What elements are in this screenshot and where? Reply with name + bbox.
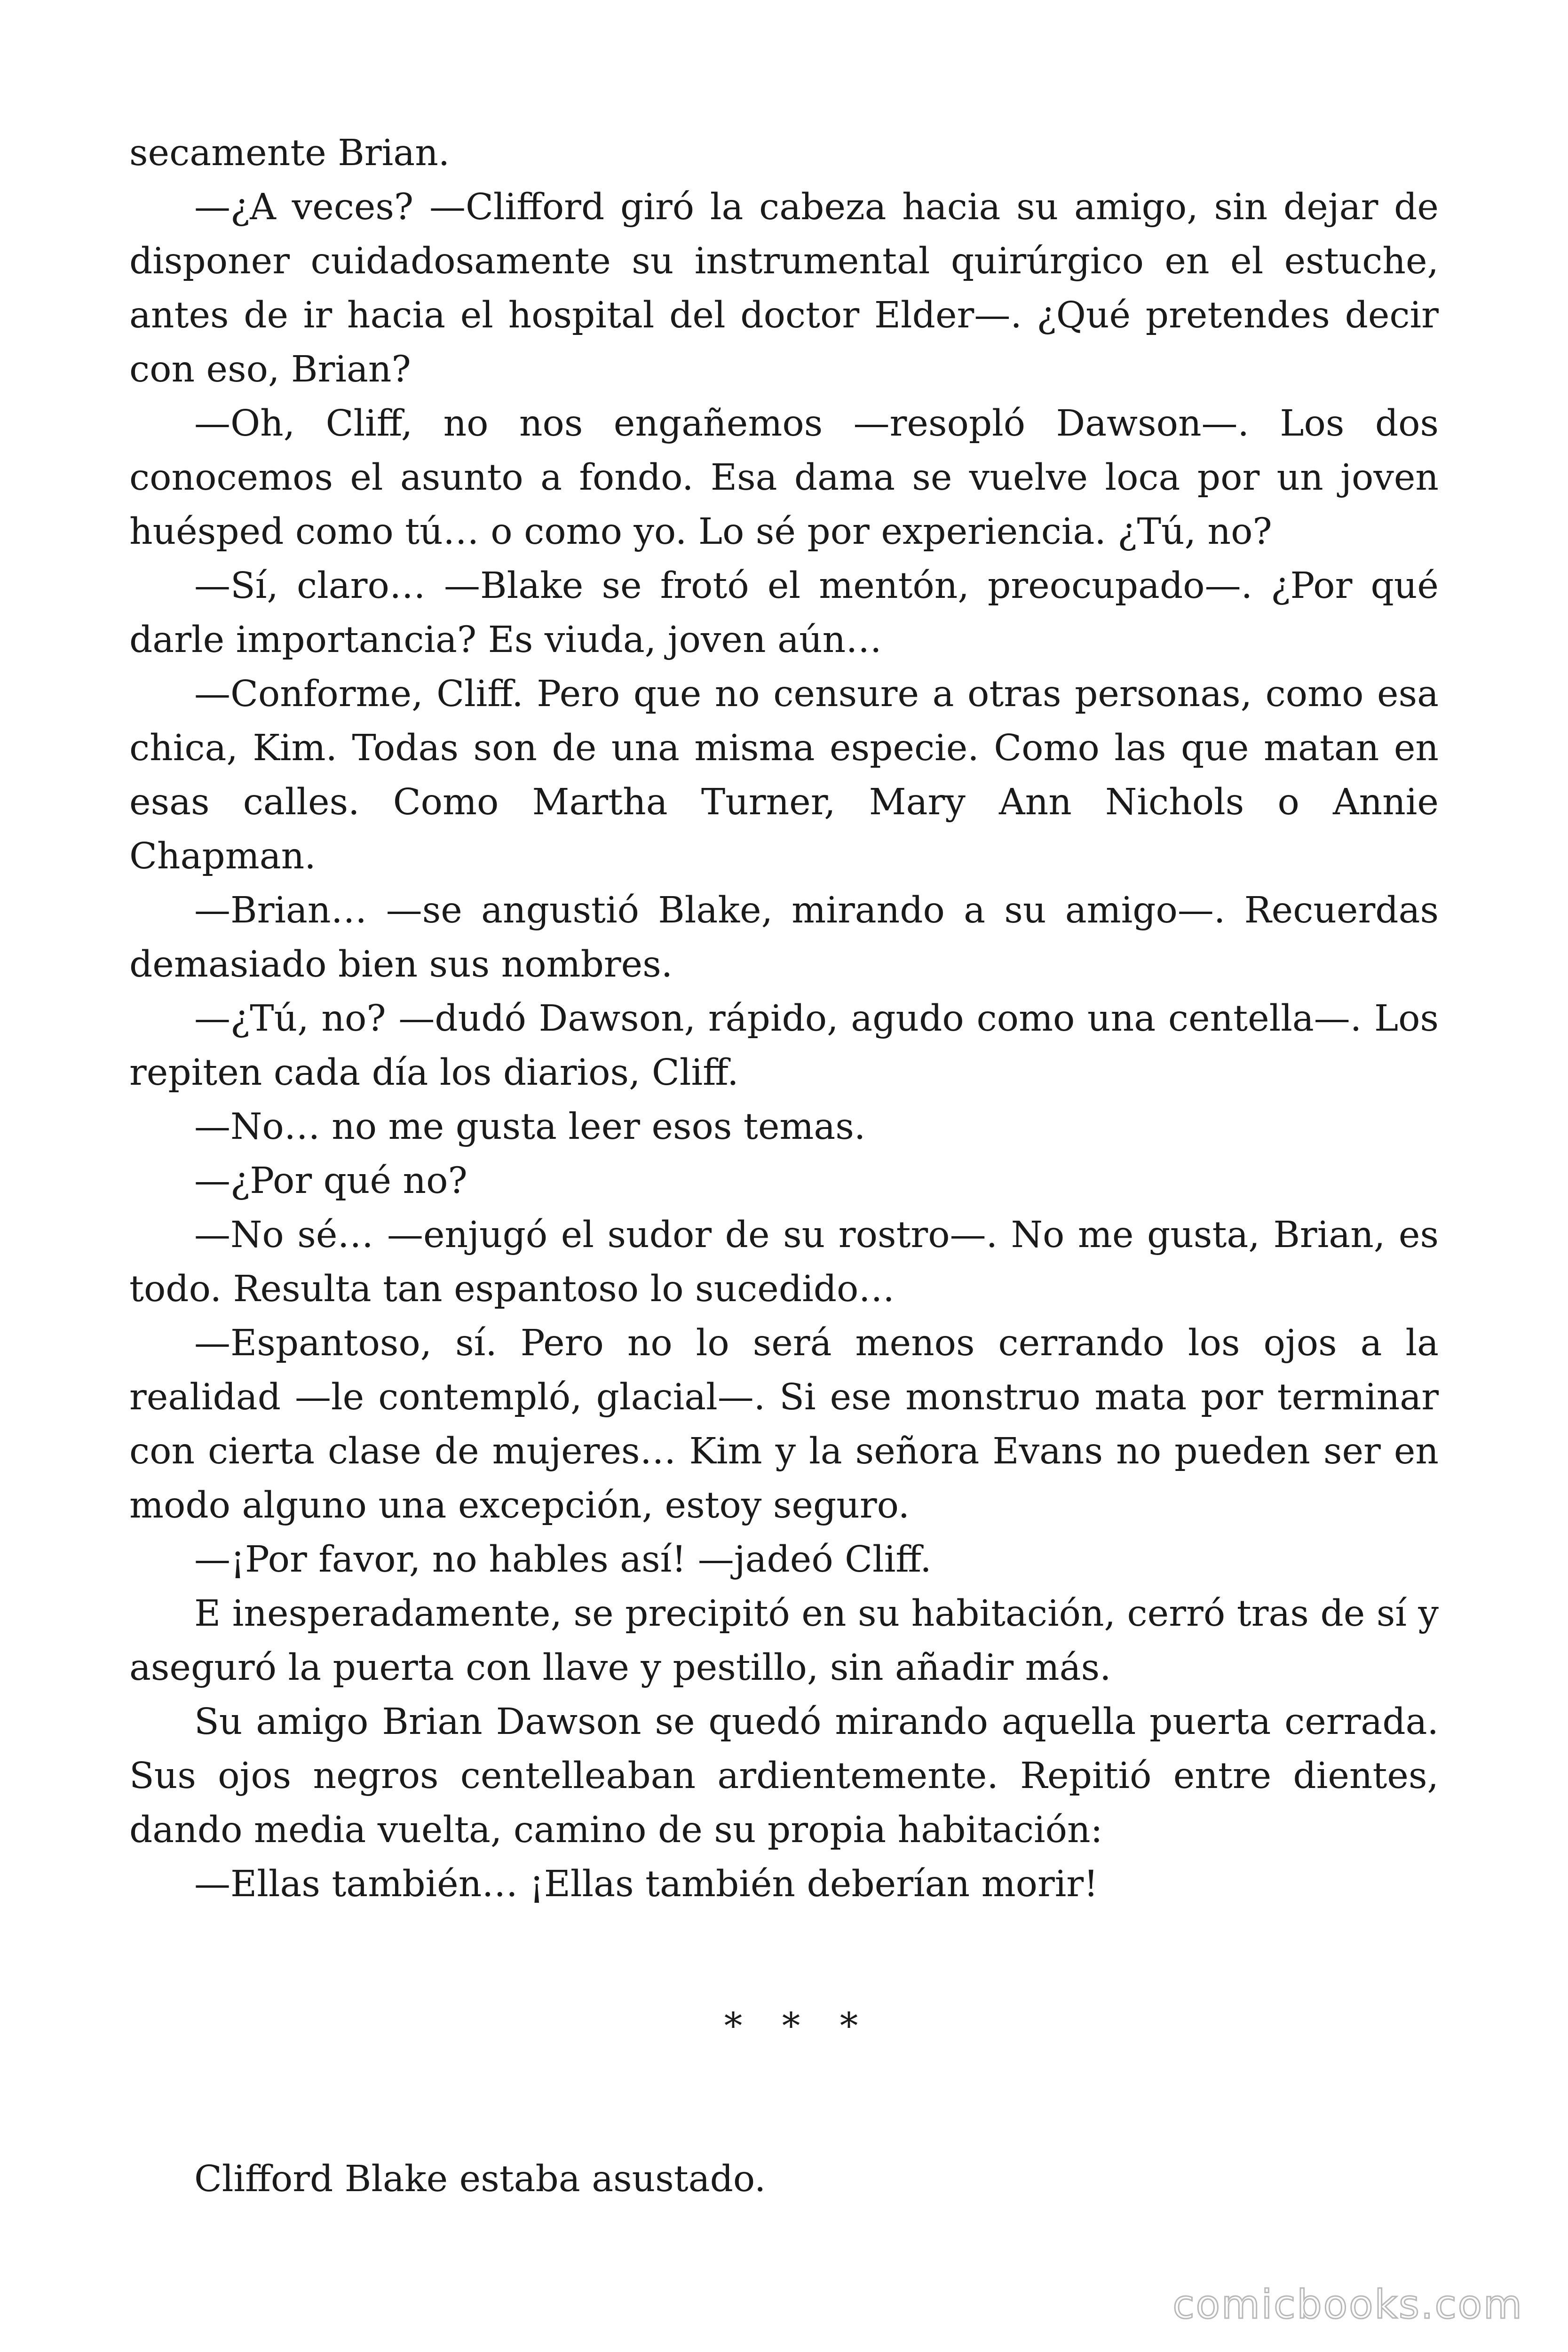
paragraph: secamente Brian. — [129, 132, 450, 174]
paragraph: —Oh, Cliff, no nos engañemos —resopló Dawson—. Los dos conocemos el asunto a fondo. Esa dama se vuelve loca por un joven huésped como tú… o como yo. Lo sé por experiencia. ¿Tú, no? — [129, 403, 1439, 553]
section-separator: * * * — [724, 2005, 872, 2047]
paragraph: —¿Tú, no? —dudó Dawson, rápido, agudo como una centella—. Los repiten cada día los diarios, Cliff. — [129, 998, 1439, 1094]
paragraph: Su amigo Brian Dawson se quedó mirando aquella puerta cerrada. Sus ojos negros centelleaban ardientemente. Repitió entre dientes, dando media vuelta, camino de su propia habitación: — [129, 1701, 1439, 1851]
paragraph: —No… no me gusta leer esos temas. — [194, 1106, 866, 1148]
paragraph: —Conforme, Cliff. Pero que no censure a otras personas, como esa chica, Kim. Todas son de una misma especie. Como las que matan en esas calles. Como Martha Turner, Mary Ann Nichols o Annie Chapman. — [129, 673, 1439, 877]
watermark-text: comicbooks.com — [1172, 2281, 1523, 2328]
paragraph: —¿Por qué no? — [194, 1160, 467, 1202]
paragraph: —Sí, claro… —Blake se frotó el mentón, preocupado—. ¿Por qué darle importancia? Es viuda, joven aún… — [129, 565, 1439, 661]
closing-line: Clifford Blake estaba asustado. — [194, 2158, 766, 2200]
paragraph: —¿A veces? —Clifford giró la cabeza hacia su amigo, sin dejar de disponer cuidadosamente su instrumental quirúrgico en el estuche, antes de ir hacia el hospital del doctor Elder—. ¿Qué pretendes decir con eso, Brian? — [129, 186, 1439, 390]
paragraph: —Brian… —se angustió Blake, mirando a su amigo—. Recuerdas demasiado bien sus nombres. — [129, 890, 1439, 985]
paragraph: E inesperadamente, se precipitó en su habitación, cerró tras de sí y aseguró la puerta con llave y pestillo, sin añadir más. — [129, 1593, 1439, 1689]
paragraph: —Ellas también… ¡Ellas también deberían morir! — [194, 1863, 1099, 1905]
paragraph: —No sé… —enjugó el sudor de su rostro—. No me gusta, Brian, es todo. Resulta tan espantoso lo sucedido… — [129, 1214, 1439, 1310]
paragraph: —¡Por favor, no hables así! —jadeó Cliff. — [194, 1539, 932, 1581]
paragraph: —Espantoso, sí. Pero no lo será menos cerrando los ojos a la realidad —le contempló, glacial—. Si ese monstruo mata por terminar con cierta clase de mujeres… Kim y la señora Evans no pueden ser en modo alguno una excepción, estoy seguro. — [129, 1322, 1439, 1526]
body-text — [129, 126, 1439, 1911]
